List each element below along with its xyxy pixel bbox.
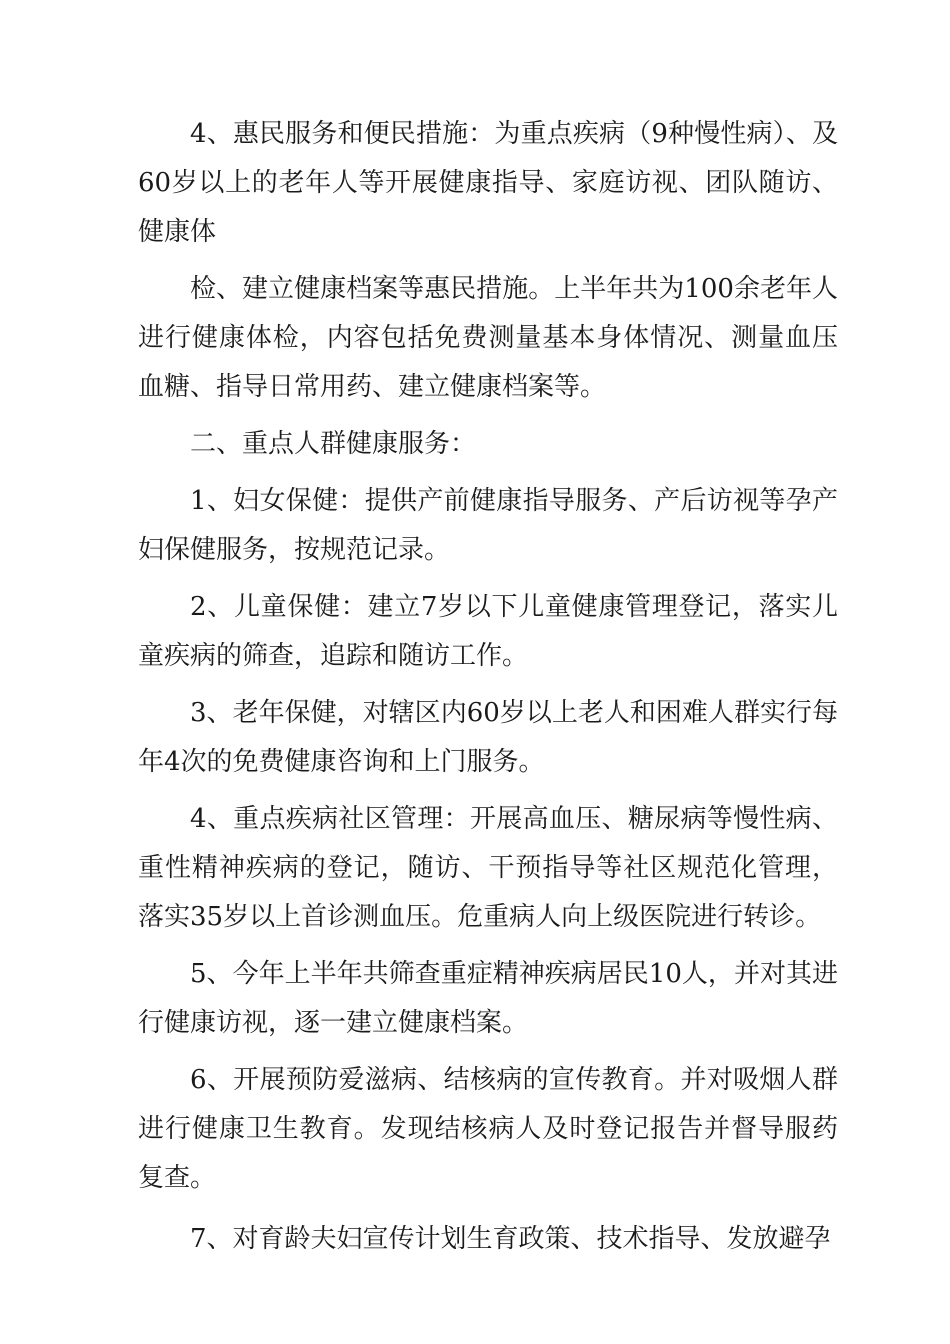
paragraph-benefit-services: 4、惠民服务和便民措施：为重点疾病（9种慢性病）、及60岁以上的老年人等开展健康指导、家庭访视、团队随访、健康体: [138, 119, 838, 247]
paragraph-women-health: 1、妇女保健：提供产前健康指导服务、产后访视等孕产妇保健服务，按规范记录。: [138, 486, 838, 565]
paragraph-mental-screening: 5、今年上半年共筛查重症精神疾病居民10人，并对其进行健康访视，逐一建立健康档案。: [138, 959, 838, 1038]
paragraph-chronic-disease: 4、重点疾病社区管理：开展高血压、糖尿病等慢性病、重性精神疾病的登记，随访、干预指导等社区规范化管理，落实35岁以上首诊测血压。危重病人向上级医院进行转诊。: [138, 804, 838, 932]
paragraph-disease-education: 6、开展预防爱滋病、结核病的宣传教育。并对吸烟人群进行健康卫生教育。发现结核病人及时登记报告并督导服药复查。: [138, 1065, 838, 1193]
paragraph-elderly-health: 3、老年保健，对辖区内60岁以上老人和困难人群实行每年4次的免费健康咨询和上门服务。: [138, 698, 838, 777]
paragraph-family-planning: 7、对育龄夫妇宣传计划生育政策、技术指导、发放避孕: [190, 1224, 831, 1254]
document-body: [138, 110, 838, 1264]
paragraph-health-checkup: 检、建立健康档案等惠民措施。上半年共为100余老年人进行健康体检，内容包括免费测量基本身体情况、测量血压血糖、指导日常用药、建立健康档案等。: [138, 274, 838, 402]
paragraph-child-health: 2、儿童保健：建立7岁以下儿童健康管理登记，落实儿童疾病的筛查，追踪和随访工作。: [138, 592, 838, 671]
section-heading-key-groups: 二、重点人群健康服务：: [190, 429, 477, 459]
